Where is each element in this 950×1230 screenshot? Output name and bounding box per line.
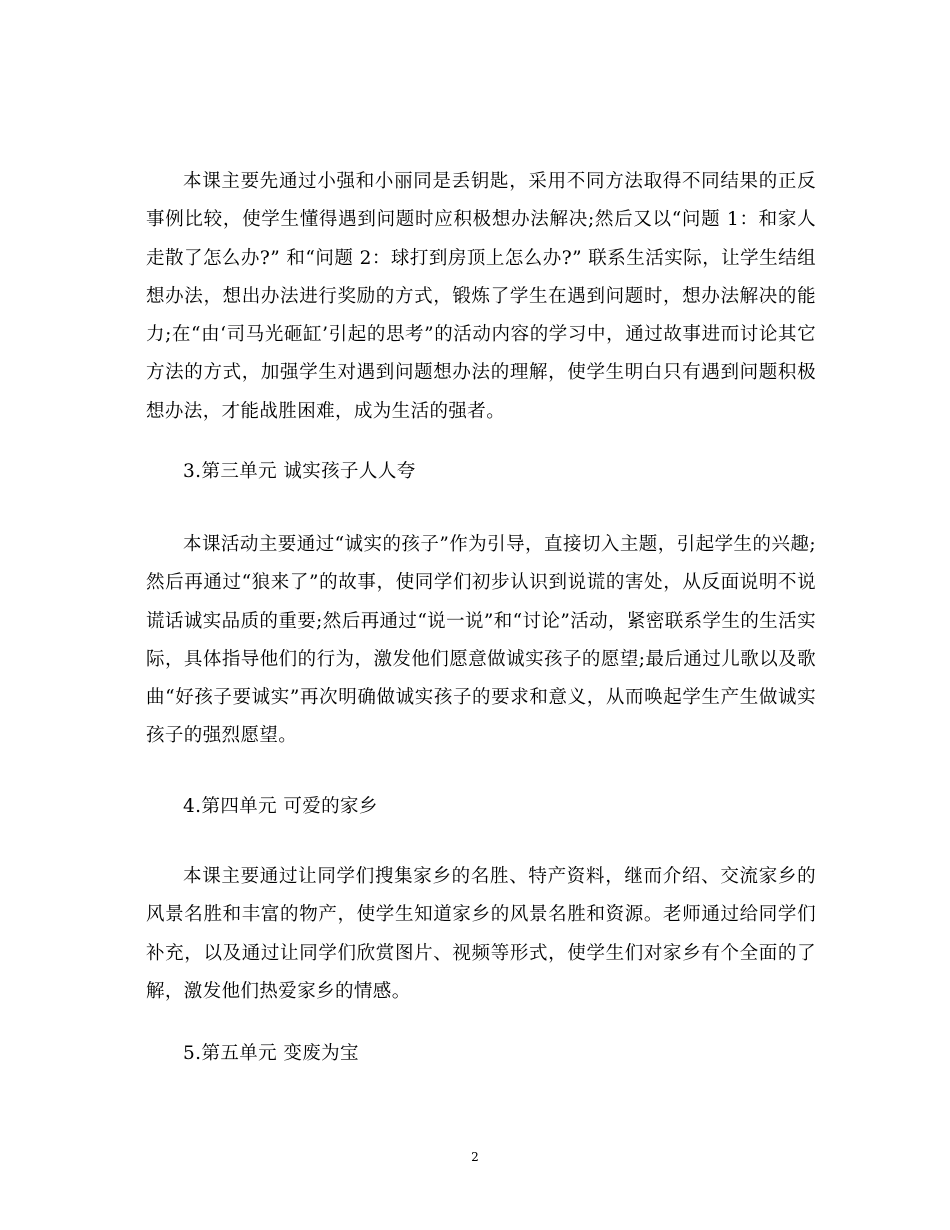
- paragraph-problem-solving: 本课主要先通过小强和小丽同是丢钥匙，采用不同方法取得不同结果的正反事例比较，使学生懂得遇到问题时应积极想办法解决;然后又以“问题 1：和家人走散了怎么办?” 和“问题 2：球打到房顶上怎么办?” 联系生活实际，让学生结组想办法，想出办法进行奖励的方式，锻炼了学生在遇到问题时，想办法解决的能力;在“由‘司马光砸缸’引起的思考”的活动内容的学习中，通过故事进而讨论其它方法的方式，加强学生对遇到问题想办法的理解，使学生明白只有遇到问题积极想办法，才能战胜困难，成为生活的强者。: [146, 171, 816, 422]
- section-heading-unit-3: 3.第三单元 诚实孩子人人夸: [183, 461, 416, 482]
- paragraph-honesty: 本课活动主要通过“诚实的孩子”作为引导，直接切入主题，引起学生的兴趣;然后再通过“狼来了”的故事，使同学们初步认识到说谎的害处，从反面说明不说谎话诚实品质的重要;然后再通过“说一说”和“讨论”活动，紧密联系学生的生活实际，具体指导他们的行为，激发他们愿意做诚实孩子的愿望;最后通过儿歌以及歌曲“好孩子要诚实”再次明确做诚实孩子的要求和意义，从而唤起学生产生做诚实孩子的强烈愿望。: [146, 534, 816, 747]
- section-heading-unit-4: 4.第四单元 可爱的家乡: [183, 796, 378, 817]
- page-number: 2: [471, 1150, 479, 1164]
- paragraph-hometown: 本课主要通过让同学们搜集家乡的名胜、特产资料，继而介绍、交流家乡的风景名胜和丰富的物产，使学生知道家乡的风景名胜和资源。老师通过给同学们补充，以及通过让同学们欣赏图片、视频等形式，使学生们对家乡有个全面的了解，激发他们热爱家乡的情感。: [146, 866, 816, 1002]
- section-heading-unit-5: 5.第五单元 变废为宝: [183, 1043, 359, 1064]
